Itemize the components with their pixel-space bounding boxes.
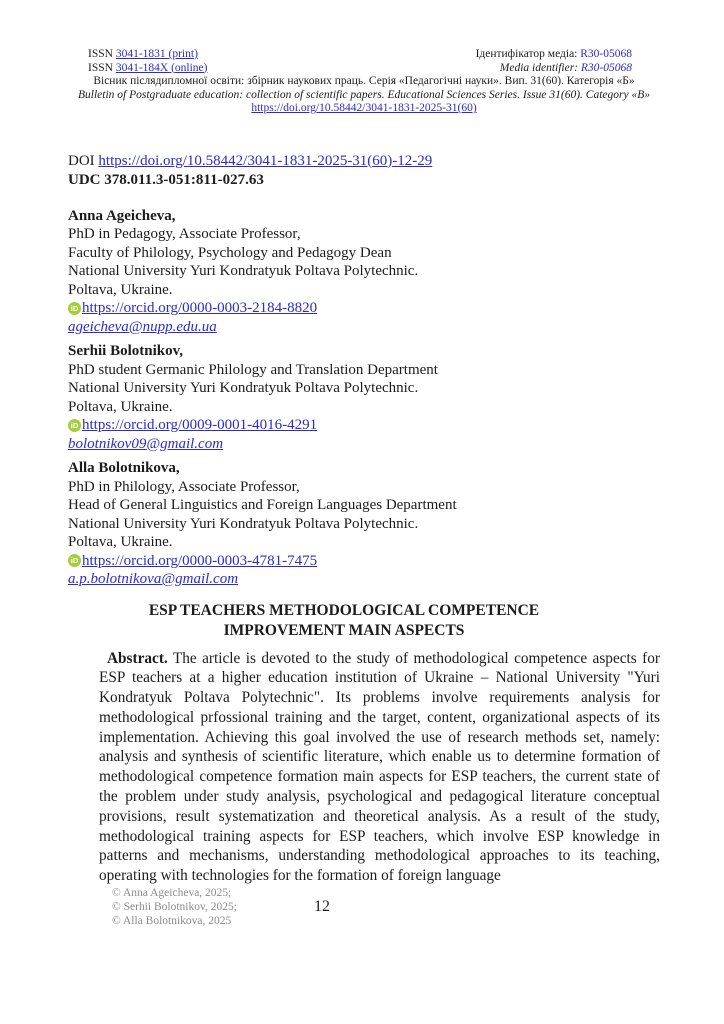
author-info-line: Poltava, Ukraine. [68,398,173,415]
copyright-line: © Serhii Bolotnikov, 2025; [112,900,237,913]
article-title-line2: IMPROVEMENT MAIN ASPECTS [223,621,465,639]
author-block-bolotnikova [68,459,660,589]
journal-header [0,0,724,116]
doi-label: DOI [68,152,95,169]
orcid-link[interactable]: https://orcid.org/0009-0001-4016-4291 [82,417,318,433]
author-info-line: Head of General Linguistics and Foreign Languages Department [68,497,457,513]
article-body [0,152,724,929]
author-info-line: Faculty of Philology, Psychology and Pedagogy Dean [68,244,392,261]
article-title [68,601,620,641]
issn-print-line [88,48,207,62]
journal-doi-line [68,102,660,116]
media-identifier-en-value: R30-05068 [580,61,632,74]
author-info-line: PhD in Philology, Associate Professor, [68,478,300,495]
email-link[interactable]: a.p.bolotnikova@gmail.com [68,571,239,587]
author-name: Anna Ageicheva, [68,207,176,224]
author-block-bolotnikov [68,342,660,453]
orcid-icon[interactable]: iD [68,302,81,315]
copyright-line: © Alla Bolotnikova, 2025 [112,914,232,927]
email-line [68,435,660,454]
issn-block [88,48,207,75]
email-line [68,318,660,337]
media-identifier-en-label: Media identifier: [499,61,579,74]
orcid-link[interactable]: https://orcid.org/0000-0003-2184-8820 [82,300,318,316]
article-doi-line [68,152,660,172]
orcid-row [68,552,660,571]
author-name: Serhii Bolotnikov, [68,343,184,359]
media-identifier-uk [476,48,632,62]
orcid-link[interactable]: https://orcid.org/0000-0003-4781-7475 [82,552,318,569]
article-title-line1: ESP TEACHERS METHODOLOGICAL COMPETENCE [148,601,540,619]
orcid-row [68,299,660,318]
orcid-row [68,416,660,435]
author-info-line: National University Yuri Kondratyuk Poltava Polytechnic. [68,263,419,279]
abstract-label: Abstract. [107,649,168,667]
author-info-line: Poltava, Ukraine. [68,281,173,298]
issn-print-link[interactable]: 3041-1831 (print) [115,48,198,60]
email-link[interactable]: bolotnikov09@gmail.com [68,435,224,452]
author-info-line: Poltava, Ukraine. [68,534,173,550]
issn-online-link[interactable]: 3041-184X (online) [115,61,208,74]
media-identifier-uk-label: Ідентифікатор медіа: [475,48,578,60]
media-identifier-block [476,48,632,75]
doi-udc-block [68,152,660,191]
journal-doi-link[interactable]: https://doi.org/10.58442/3041-1831-2025-31(60) [251,102,477,114]
orcid-icon[interactable]: iD [68,419,81,432]
author-info-line: PhD student Germanic Philology and Translation Department [68,361,438,378]
header-top-row [68,48,660,75]
author-info-line: National University Yuri Kondratyuk Poltava Polytechnic. [68,515,419,532]
issn-print-label: ISSN [88,48,113,60]
email-link[interactable]: ageicheva@nupp.edu.ua [68,318,217,335]
copyright-line: © Anna Ageicheva, 2025; [112,887,232,900]
article-doi-link[interactable]: https://doi.org/10.58442/3041-1831-2025-31(60)-12-29 [98,152,433,169]
udc-line: UDC 378.011.3-051:811-027.63 [68,172,264,188]
orcid-icon[interactable]: iD [68,554,81,567]
journal-title-en: Bulletin of Postgraduate education: collection of scientific papers. Educational Sciences Series. Issue 31(60). Category «B» [77,88,650,101]
abstract-text: The article is devoted to the study of methodological competence aspects for ESP teachers at a higher education institution of Ukraine – National University "Yuri Kondratyuk Poltava Polytechnic". Its problems involve requirements analysis for methodological prfossional training and the target, content, organizational aspects of its implementation. Achieving this goal involved the use of research methods set, namely: analysis and synthesis of scientific literature, which enable us to determine formation of methodological competence formation main aspects for ESP teachers, the current state of the problem under study analysis, psychological and pedagogical literature conceptual provisions, result systematization and theoretical analysis. As a result of the study, methodological training aspects for ESP teachers, which involve ESP knowledge in patterns and mechanisms, understanding methodological approaches to its teaching, operating with technologies for the formation of foreign language [99,649,660,885]
author-name: Alla Bolotnikova, [68,460,180,476]
author-block-ageicheva [68,207,660,337]
issn-online-line [88,62,207,76]
email-line [68,570,660,589]
journal-title-uk: Вісник післядипломної освіти: збірник наукових праць. Серія «Педагогічні науки». Вип. 31(60). Категорія «Б» [93,75,635,87]
media-identifier-en [476,62,632,76]
issn-online-label: ISSN [88,61,113,74]
author-info-line: PhD in Pedagogy, Associate Professor, [68,226,301,242]
media-identifier-uk-value: R30-05068 [580,48,632,60]
author-info-line: National University Yuri Kondratyuk Poltava Polytechnic. [68,380,419,396]
abstract-paragraph [99,649,660,887]
footer [68,887,660,928]
copyright-block [112,887,660,928]
page-number: 12 [314,898,330,916]
